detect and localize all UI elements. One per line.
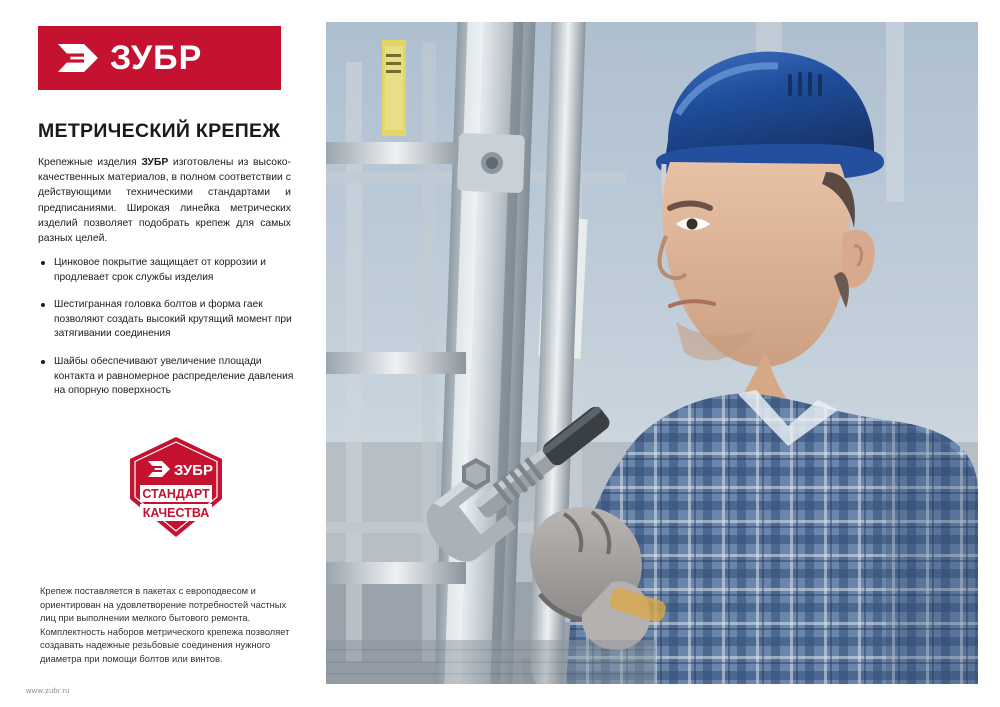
intro-text-before: Крепежные изделия bbox=[38, 157, 142, 168]
intro-text-after: изготовлены из высоко-качественных материалов, в полном соответствии с действующими техническими стандартами и предписаниями. Широкая линейка метрических изделий позволяет подобрать крепеж для самых разных целей. bbox=[38, 157, 291, 245]
list-item: Шестигранная головка болтов и форма гаек позволяют создать высокий крутящий момент при затягивании соединения bbox=[38, 298, 300, 342]
intro-brand: ЗУБР bbox=[141, 157, 169, 168]
svg-text:СТАНДАРТ: СТАНДАРТ bbox=[142, 487, 210, 501]
photo-illustration bbox=[326, 22, 978, 684]
page-title: МЕТРИЧЕСКИЙ КРЕПЕЖ bbox=[38, 120, 281, 142]
site-url: www.zubr.ru bbox=[26, 686, 70, 695]
svg-text:ЗУБР: ЗУБР bbox=[174, 462, 213, 479]
list-item: Шайбы обеспечивают увеличение площади контакта и равномерное распределение давления на опорную поверхность bbox=[38, 355, 300, 399]
brand-name: ЗУБР bbox=[110, 38, 203, 77]
quality-seal bbox=[130, 437, 222, 537]
brand-logo-block bbox=[38, 26, 281, 90]
quality-seal-icon bbox=[130, 437, 222, 537]
feature-list bbox=[38, 256, 300, 412]
list-item: Цинковое покрытие защищает от коррозии и продлевает срок службы изделия bbox=[38, 256, 300, 285]
svg-text:КАЧЕСТВА: КАЧЕСТВА bbox=[142, 506, 210, 520]
zubr-arrow-icon bbox=[58, 40, 98, 76]
intro-paragraph bbox=[38, 155, 291, 246]
footnote-text: Крепеж поставляется в пакетах с европодвесом и ориентирован на удовлетворение потребностей частных лиц при выполнении мелкого бытового ремонта. Комплектность наборов метрического крепежа позволяет создавать надежные резьбовые соединения нужного диаметра при помощи болтов или винтов. bbox=[40, 586, 290, 664]
left-column bbox=[0, 0, 318, 707]
worker-with-wrench-photo bbox=[326, 22, 978, 684]
